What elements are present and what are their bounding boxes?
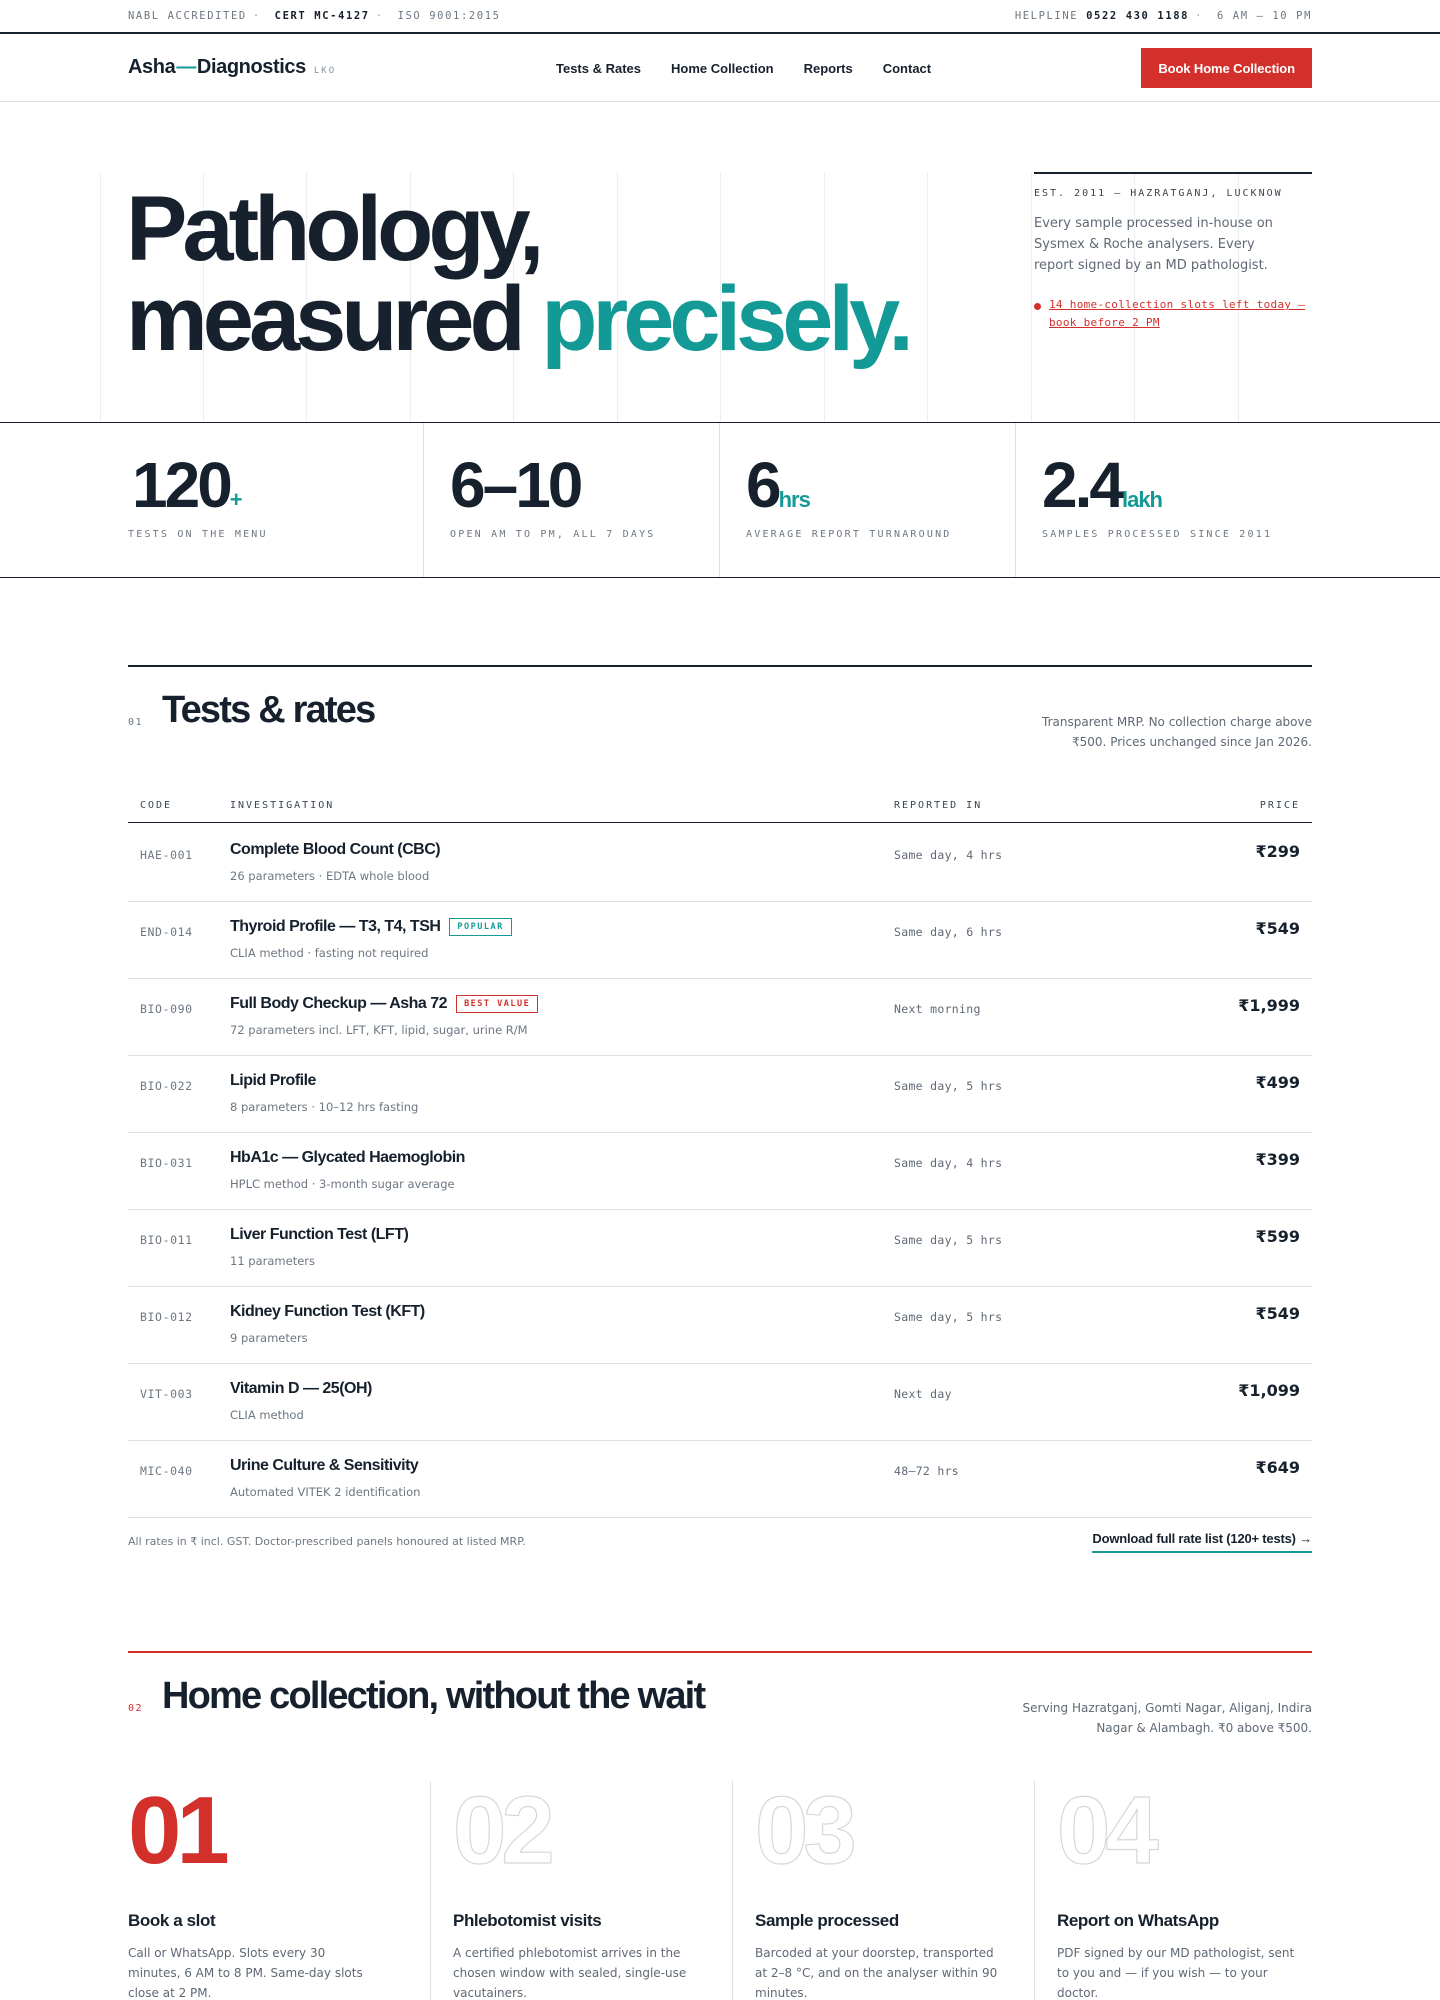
test-name: Liver Function Test (LFT)	[230, 1226, 409, 1243]
test-turnaround: Same day, 5 hrs	[894, 1310, 1003, 1324]
test-turnaround: Same day, 4 hrs	[894, 848, 1003, 862]
step-title: Book a slot	[128, 1911, 216, 1930]
stat-label: AVERAGE REPORT TURNAROUND	[746, 529, 952, 540]
established-line: EST. 2011 — HAZRATGANJ, LUCKNOW	[1034, 188, 1283, 199]
step-text: PDF signed by our MD pathologist, sent to you and — if you wish — to your doctor.	[1057, 1946, 1295, 2000]
nav-links	[556, 34, 931, 102]
test-detail: 9 parameters	[230, 1331, 308, 1345]
test-detail: CLIA method	[230, 1408, 304, 1422]
step-number: 01	[128, 1777, 225, 1884]
test-name: Vitamin D — 25(OH)	[230, 1380, 372, 1397]
accreditation-info: NABL ACCREDITED · CERT MC-4127 · ISO 9001:2015	[128, 10, 501, 22]
step-title: Report on WhatsApp	[1057, 1911, 1219, 1930]
test-price: ₹499	[1255, 1073, 1300, 1092]
test-code: BIO-022	[140, 1079, 193, 1093]
helpline-hours: 6 AM – 10 PM	[1216, 10, 1312, 22]
site-logo[interactable]	[128, 56, 336, 79]
step-report-whatsapp	[1057, 1777, 1307, 2000]
step-number: 04	[1057, 1777, 1154, 1884]
helpline-info: HELPLINE 0522 430 1188 · 6 AM – 10 PM	[1014, 10, 1312, 22]
test-turnaround: 48–72 hrs	[894, 1464, 960, 1478]
stats-bar	[0, 422, 1440, 578]
test-code: BIO-012	[140, 1310, 193, 1324]
home-collection-title: Home collection, without the wait	[162, 1675, 705, 1717]
test-detail: 11 parameters	[230, 1254, 315, 1268]
table-row[interactable]	[128, 1056, 1312, 1133]
headline-accent: precisely.	[541, 268, 909, 370]
table-header	[128, 795, 1312, 823]
hero	[0, 102, 1440, 422]
download-rate-list-link[interactable]: Download full rate list (120+ tests) →	[1092, 1531, 1312, 1553]
table-row[interactable]	[128, 1364, 1312, 1441]
hero-description: Every sample processed in-house on Sysmex & Roche analysers. Every report signed by an MD pathologist.	[1034, 216, 1273, 273]
table-row[interactable]	[128, 1441, 1312, 1518]
test-detail: Automated VITEK 2 identification	[230, 1485, 421, 1499]
test-price: ₹399	[1255, 1150, 1300, 1169]
test-turnaround: Same day, 4 hrs	[894, 1156, 1003, 1170]
step-phlebotomist	[453, 1777, 703, 2000]
nav-link-home-collection[interactable]: Home Collection	[671, 60, 774, 76]
logo-text-a: Asha	[128, 56, 176, 78]
test-name: HbA1c — Glycated Haemoglobin	[230, 1149, 465, 1166]
test-name: Urine Culture & Sensitivity	[230, 1457, 419, 1474]
test-turnaround: Same day, 5 hrs	[894, 1233, 1003, 1247]
step-title: Phlebotomist visits	[453, 1911, 602, 1930]
logo-city: LKO	[313, 66, 337, 76]
headline-line-2a: measured	[126, 268, 521, 370]
table-row[interactable]	[128, 1210, 1312, 1287]
test-price: ₹299	[1255, 842, 1300, 861]
test-name: Kidney Function Test (KFT)	[230, 1303, 425, 1320]
step-number: 03	[755, 1777, 852, 1884]
helpline-label: HELPLINE	[1014, 10, 1079, 22]
nav-link-tests[interactable]: Tests & Rates	[556, 60, 642, 76]
nav-link-reports[interactable]: Reports	[803, 60, 853, 76]
test-price: ₹599	[1255, 1227, 1300, 1246]
test-code: VIT-003	[140, 1387, 193, 1401]
section-number: 02	[128, 1703, 144, 1714]
test-code: MIC-040	[140, 1464, 193, 1478]
test-turnaround: Next day	[894, 1387, 952, 1401]
stat-label: TESTS ON THE MENU	[128, 529, 268, 540]
test-detail: 26 parameters · EDTA whole blood	[230, 869, 430, 883]
test-price: ₹649	[1255, 1458, 1300, 1477]
test-name: Complete Blood Count (CBC)	[230, 841, 441, 858]
test-detail: 72 parameters incl. LFT, KFT, lipid, sugar, urine R/M	[230, 1023, 528, 1037]
step-number: 02	[453, 1777, 550, 1884]
test-name: Thyroid Profile — T3, T4, TSH POPULAR	[230, 918, 512, 936]
hero-aside	[1034, 172, 1312, 332]
nav-link-contact[interactable]: Contact	[882, 60, 932, 76]
tests-section	[128, 665, 1312, 1565]
live-dot-icon	[1034, 303, 1041, 310]
cert-number: CERT MC-4127	[274, 10, 370, 22]
top-strip	[0, 0, 1440, 34]
book-home-collection-button[interactable]: Book Home Collection	[1141, 48, 1312, 88]
step-text: A certified phlebotomist arrives in the chosen window with sealed, single-use vacutainers.	[453, 1946, 687, 2000]
stat-value: 2.4lakh	[1042, 449, 1162, 521]
test-price: ₹1,999	[1238, 996, 1300, 1015]
helpline-number[interactable]: 0522 430 1188	[1086, 10, 1190, 22]
home-collection-section	[128, 1651, 1312, 2000]
stat-value: 120+	[132, 449, 242, 521]
main-nav	[0, 34, 1440, 102]
test-turnaround: Same day, 5 hrs	[894, 1079, 1003, 1093]
stat-value: 6hrs	[746, 449, 810, 521]
logo-dash: —	[176, 56, 196, 78]
headline-line-1: Pathology,	[126, 178, 540, 280]
rates-footnote: All rates in ₹ incl. GST. Doctor-prescribed panels honoured at listed MRP.	[128, 1535, 526, 1548]
test-code: BIO-031	[140, 1156, 193, 1170]
step-title: Sample processed	[755, 1911, 899, 1930]
test-code: HAE-001	[140, 848, 193, 862]
slots-alert	[1034, 296, 1312, 332]
col-reported: REPORTED IN	[894, 800, 983, 811]
best-value-badge: BEST VALUE	[456, 995, 538, 1013]
stat-label: OPEN AM TO PM, ALL 7 DAYS	[450, 529, 656, 540]
test-turnaround: Same day, 6 hrs	[894, 925, 1003, 939]
step-text: Barcoded at your doorstep, transported at 2–8 °C, and on the analyser within 90 minutes.	[755, 1946, 998, 2000]
slots-left-link[interactable]: 14 home-collection slots left today — book before 2 PM	[1049, 298, 1306, 329]
table-row[interactable]	[128, 902, 1312, 979]
table-row[interactable]	[128, 1287, 1312, 1364]
test-detail: HPLC method · 3-month sugar average	[230, 1177, 455, 1191]
section-number: 01	[128, 717, 144, 728]
test-name: Full Body Checkup — Asha 72 BEST VALUE	[230, 995, 538, 1013]
logo-text-b: Diagnostics	[196, 56, 306, 78]
test-price: ₹1,099	[1238, 1381, 1300, 1400]
popular-badge: POPULAR	[449, 918, 511, 936]
table-row[interactable]	[128, 979, 1312, 1056]
table-row[interactable]	[128, 825, 1312, 902]
step-book-slot	[128, 1777, 378, 2000]
step-text: Call or WhatsApp. Slots every 30 minutes, 6 AM to 8 PM. Same-day slots close at 2 PM.	[128, 1946, 363, 2000]
step-sample-processed	[755, 1777, 1005, 2000]
test-code: END-014	[140, 925, 193, 939]
stat-value: 6–10	[450, 449, 581, 521]
home-collection-note: Serving Hazratganj, Gomti Nagar, Aliganj, Indira Nagar & Alambagh. ₹0 above ₹500.	[1022, 1701, 1312, 1735]
test-name: Lipid Profile	[230, 1072, 316, 1089]
stat-label: SAMPLES PROCESSED SINCE 2011	[1042, 529, 1273, 540]
test-price: ₹549	[1255, 919, 1300, 938]
test-detail: 8 parameters · 10–12 hrs fasting	[230, 1100, 419, 1114]
iso-label: ISO 9001:2015	[397, 10, 501, 22]
test-detail: CLIA method · fasting not required	[230, 946, 429, 960]
table-row[interactable]	[128, 1133, 1312, 1210]
tests-note: Transparent MRP. No collection charge above ₹500. Prices unchanged since Jan 2026.	[1042, 715, 1312, 749]
test-code: BIO-011	[140, 1233, 193, 1247]
col-investigation: INVESTIGATION	[230, 800, 335, 811]
test-turnaround: Next morning	[894, 1002, 981, 1016]
col-price: PRICE	[1259, 800, 1300, 811]
test-code: BIO-090	[140, 1002, 193, 1016]
test-price: ₹549	[1255, 1304, 1300, 1323]
hero-headline	[126, 178, 909, 370]
tests-title: Tests & rates	[162, 689, 375, 731]
col-code: CODE	[140, 800, 173, 811]
nabl-label: NABL ACCREDITED	[128, 10, 247, 22]
